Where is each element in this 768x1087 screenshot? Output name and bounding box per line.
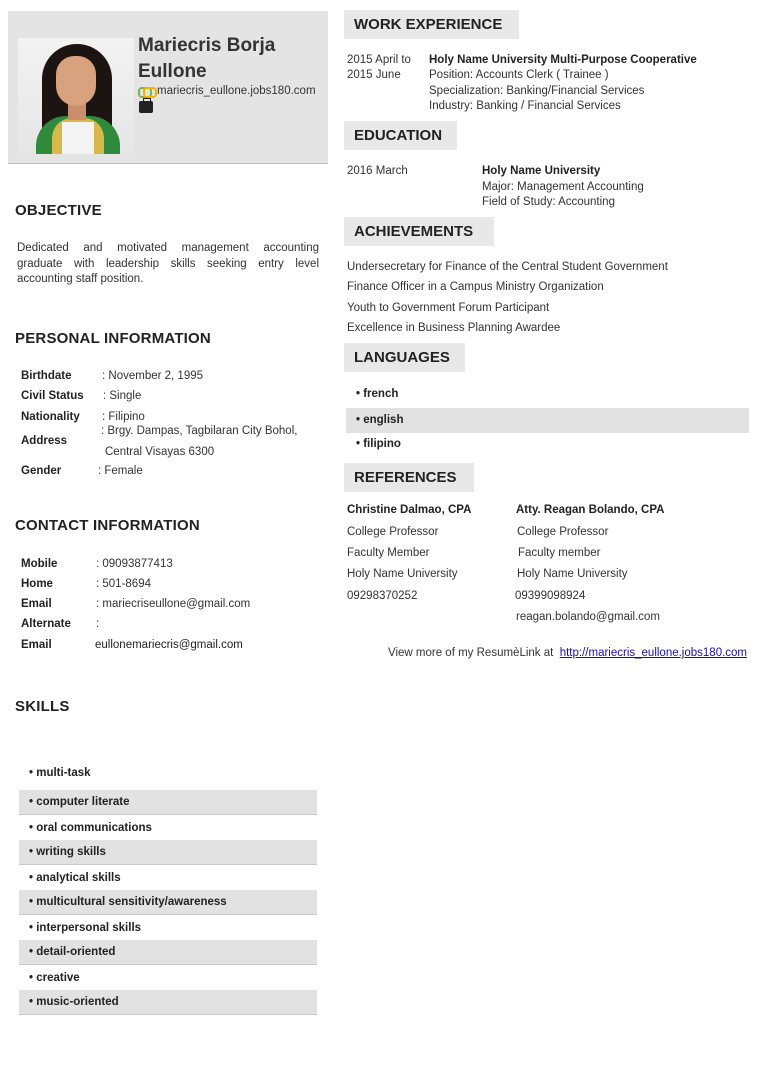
skill-item: • multi-task [29, 767, 91, 779]
alternate-value: : [96, 618, 100, 630]
languages-title: LANGUAGES [344, 343, 465, 372]
birthdate-label: Birthdate [21, 370, 72, 382]
skill-item: • writing skills [19, 840, 317, 865]
achievement-item: Youth to Government Forum Participant [347, 302, 550, 314]
resume-link-footer [388, 647, 747, 659]
nationality-label: Nationality [21, 411, 80, 423]
skills-title: SKILLS [15, 698, 70, 715]
education-field: Field of Study: Accounting [482, 196, 615, 208]
home-value: : 501-8694 [96, 578, 151, 590]
email2-value[interactable]: eullonemariecris@gmail.com [95, 639, 243, 651]
work-employer: Holy Name University Multi-Purpose Cooperative [429, 54, 697, 66]
skill-item: • analytical skills [29, 872, 121, 884]
email-label: Email [21, 598, 52, 610]
gender-value: : Female [98, 465, 143, 477]
gender-label: Gender [21, 465, 62, 477]
home-label: Home [21, 578, 53, 590]
address-label: Address [21, 435, 68, 447]
language-item: • english [346, 408, 749, 433]
achievement-item: Finance Officer in a Campus Ministry Organization [347, 281, 604, 293]
work-date-end: 2015 June [347, 69, 401, 81]
work-date-start: 2015 April to [347, 54, 411, 66]
reference1-phone: 09298370252 [347, 590, 418, 602]
education-title: EDUCATION [344, 121, 457, 150]
resume-link-prefix: View more of my ResumèLink at [388, 647, 554, 659]
address-value-line1: : Brgy. Dampas, Tagbilaran City Bohol, [101, 425, 298, 437]
civil-status-value: : Single [103, 390, 142, 402]
work-position: Position: Accounts Clerk ( Trainee ) [429, 69, 609, 81]
education-school: Holy Name University [482, 165, 601, 177]
reference2-name: Atty. Reagan Bolando, CPA [516, 504, 665, 516]
email2-label: Email [21, 639, 52, 651]
skill-item: • detail-oriented [19, 940, 317, 965]
language-item: • filipino [356, 438, 401, 450]
profile-photo [18, 38, 134, 154]
work-industry: Industry: Banking / Financial Services [429, 100, 621, 112]
language-item: • french [356, 388, 399, 400]
work-specialization: Specialization: Banking/Financial Services [429, 85, 645, 97]
weblink-text[interactable]: mariecris_eullone.jobs180.com [157, 85, 316, 97]
address-value-line2: Central Visayas 6300 [105, 446, 215, 458]
achievement-item: Excellence in Business Planning Awardee [347, 322, 561, 334]
briefcase-icon [139, 101, 153, 113]
alternate-label: Alternate [21, 618, 71, 630]
link-icon [138, 85, 154, 97]
skill-item: • multicultural sensitivity/awareness [19, 890, 317, 915]
mobile-value: : 09093877413 [96, 558, 173, 570]
reference1-name: Christine Dalmao, CPA [347, 504, 472, 516]
education-major: Major: Management Accounting [482, 181, 644, 193]
candidate-name: Mariecris Borja Eullone [138, 35, 276, 82]
resume-weblink[interactable] [138, 85, 316, 97]
objective-title: OBJECTIVE [15, 202, 102, 219]
education-date: 2016 March [347, 165, 408, 177]
skill-item: • music-oriented [19, 990, 317, 1015]
reference2-email[interactable]: reagan.bolando@gmail.com [516, 611, 661, 623]
birthdate-value: : November 2, 1995 [102, 370, 204, 382]
reference2-phone: 09399098924 [515, 590, 586, 602]
email-value[interactable]: : mariecriseullone@gmail.com [96, 598, 251, 610]
work-experience-title: WORK EXPERIENCE [344, 10, 519, 39]
skill-item: • computer literate [19, 790, 317, 815]
reference2-org: Holy Name University [517, 568, 628, 580]
personal-info-title: PERSONAL INFORMATION [15, 330, 211, 347]
profile-header [8, 11, 328, 164]
reference2-role: Faculty member [518, 547, 601, 559]
references-title: REFERENCES [344, 463, 474, 492]
reference2-title: College Professor [517, 526, 609, 538]
civil-status-label: Civil Status [21, 390, 84, 402]
skill-item: • oral communications [29, 822, 152, 834]
objective-text: Dedicated and motivated management accounting graduate with leadership skills seeking entry level accounting staff position. [17, 242, 319, 285]
skill-item: • interpersonal skills [29, 922, 142, 934]
achievement-item: Undersecretary for Finance of the Central Student Government [347, 261, 668, 273]
skill-item: • creative [29, 972, 80, 984]
mobile-label: Mobile [21, 558, 58, 570]
resume-link-url[interactable]: http://mariecris_eullone.jobs180.com [559, 647, 748, 659]
reference1-role: Faculty Member [347, 547, 430, 559]
contact-info-title: CONTACT INFORMATION [15, 517, 200, 534]
achievements-title: ACHIEVEMENTS [344, 217, 494, 246]
nationality-value: : Filipino [102, 411, 145, 423]
reference1-title: College Professor [347, 526, 439, 538]
reference1-org: Holy Name University [347, 568, 458, 580]
